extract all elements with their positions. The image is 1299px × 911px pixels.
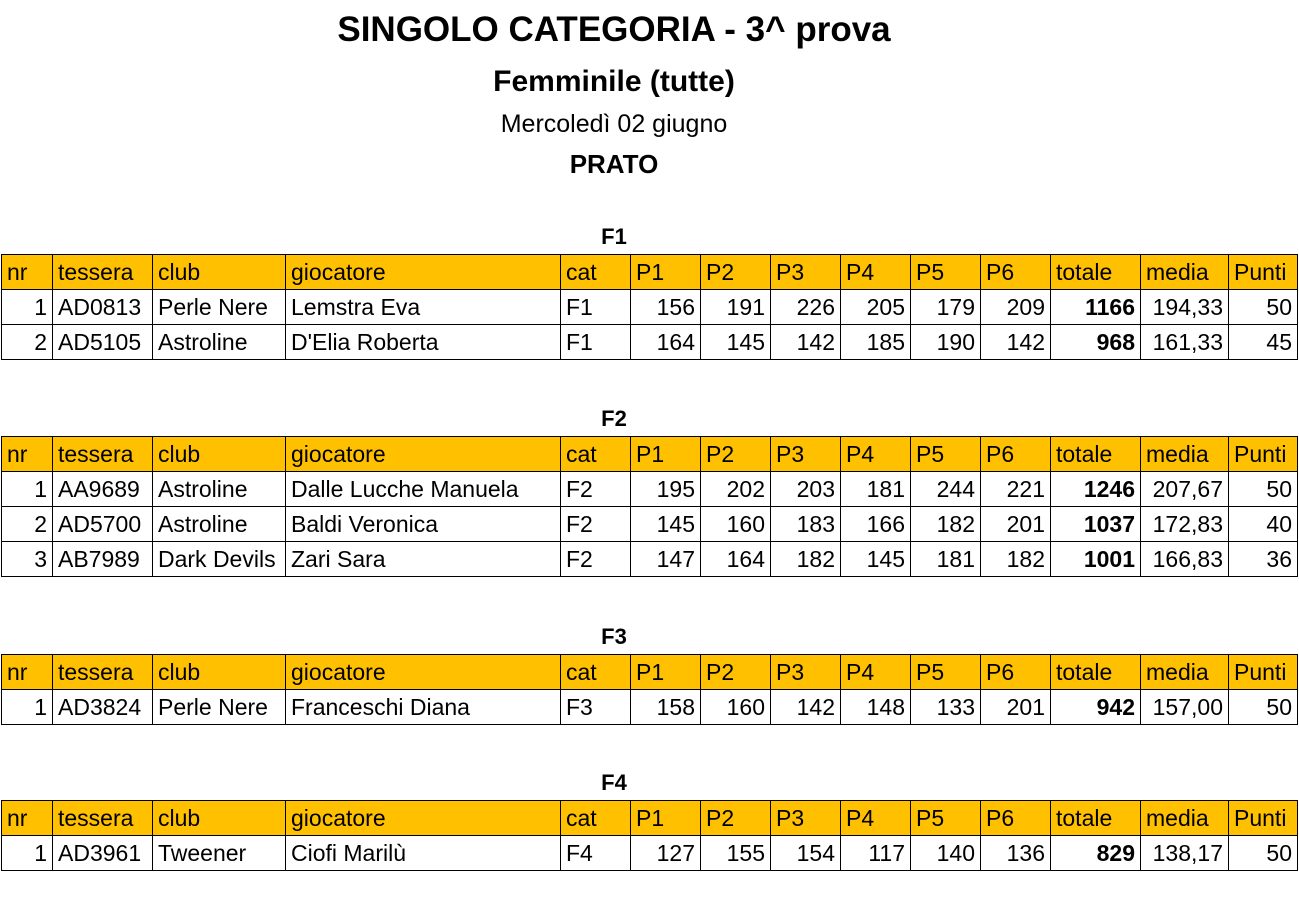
column-header-totale: totale (1051, 255, 1141, 290)
table-row (2, 836, 1298, 871)
results-table-f3 (1, 654, 1298, 725)
cell-cat: F3 (561, 690, 631, 725)
cell-punti: 50 (1229, 472, 1298, 507)
cell-p4: 166 (841, 507, 911, 542)
column-header-cat: cat (561, 437, 631, 472)
cell-p1: 164 (631, 325, 701, 360)
cell-p2: 202 (701, 472, 771, 507)
cell-nr: 1 (2, 290, 53, 325)
table-row (2, 690, 1298, 725)
cell-totale: 1166 (1051, 290, 1141, 325)
cell-club: Astroline (153, 472, 286, 507)
cell-media: 166,83 (1141, 542, 1229, 577)
cell-giocatore: Lemstra Eva (286, 290, 561, 325)
cell-p6: 201 (981, 507, 1051, 542)
section-title-f1: F1 (601, 224, 627, 249)
cell-cat: F2 (561, 472, 631, 507)
column-header-p1: P1 (631, 437, 701, 472)
column-header-punti: Punti (1229, 255, 1298, 290)
cell-p2: 145 (701, 325, 771, 360)
column-header-nr: nr (2, 437, 53, 472)
column-header-p3: P3 (771, 437, 841, 472)
cell-giocatore: Franceschi Diana (286, 690, 561, 725)
column-header-p5: P5 (911, 655, 981, 690)
cell-p2: 164 (701, 542, 771, 577)
cell-tessera: AD3961 (53, 836, 153, 871)
column-header-p6: P6 (981, 801, 1051, 836)
section-title-f3: F3 (601, 624, 627, 649)
cell-p2: 160 (701, 507, 771, 542)
cell-p3: 226 (771, 290, 841, 325)
cell-punti: 45 (1229, 325, 1298, 360)
column-header-p1: P1 (631, 655, 701, 690)
column-header-p5: P5 (911, 437, 981, 472)
column-header-giocatore: giocatore (286, 255, 561, 290)
cell-media: 138,17 (1141, 836, 1229, 871)
column-header-club: club (153, 437, 286, 472)
column-header-p3: P3 (771, 255, 841, 290)
cell-club: Tweener (153, 836, 286, 871)
table-header-row (2, 801, 1298, 836)
cell-p1: 127 (631, 836, 701, 871)
column-header-totale: totale (1051, 437, 1141, 472)
column-header-club: club (153, 801, 286, 836)
cell-totale: 1246 (1051, 472, 1141, 507)
cell-media: 207,67 (1141, 472, 1229, 507)
cell-cat: F1 (561, 290, 631, 325)
column-header-giocatore: giocatore (286, 655, 561, 690)
cell-giocatore: Baldi Veronica (286, 507, 561, 542)
cell-tessera: AD3824 (53, 690, 153, 725)
cell-p2: 160 (701, 690, 771, 725)
column-header-p6: P6 (981, 255, 1051, 290)
cell-punti: 50 (1229, 690, 1298, 725)
cell-cat: F4 (561, 836, 631, 871)
cell-p3: 182 (771, 542, 841, 577)
column-header-p6: P6 (981, 655, 1051, 690)
cell-p2: 191 (701, 290, 771, 325)
column-header-nr: nr (2, 655, 53, 690)
column-header-p4: P4 (841, 255, 911, 290)
cell-p5: 181 (911, 542, 981, 577)
column-header-tessera: tessera (53, 801, 153, 836)
column-header-club: club (153, 255, 286, 290)
cell-p5: 182 (911, 507, 981, 542)
cell-p3: 142 (771, 325, 841, 360)
cell-club: Perle Nere (153, 690, 286, 725)
column-header-p4: P4 (841, 437, 911, 472)
cell-club: Astroline (153, 325, 286, 360)
column-header-giocatore: giocatore (286, 801, 561, 836)
cell-p1: 147 (631, 542, 701, 577)
column-header-punti: Punti (1229, 437, 1298, 472)
cell-tessera: AB7989 (53, 542, 153, 577)
cell-tessera: AD5105 (53, 325, 153, 360)
column-header-tessera: tessera (53, 255, 153, 290)
event-place: PRATO (569, 149, 659, 179)
section-title-f4: F4 (601, 770, 627, 795)
cell-p1: 158 (631, 690, 701, 725)
cell-media: 172,83 (1141, 507, 1229, 542)
cell-club: Perle Nere (153, 290, 286, 325)
cell-p5: 190 (911, 325, 981, 360)
page-title: SINGOLO CATEGORIA - 3^ prova (337, 10, 891, 49)
column-header-club: club (153, 655, 286, 690)
section-title-f2: F2 (601, 406, 627, 431)
column-header-media: media (1141, 255, 1229, 290)
cell-p5: 179 (911, 290, 981, 325)
cell-p3: 203 (771, 472, 841, 507)
cell-tessera: AD5700 (53, 507, 153, 542)
column-header-p5: P5 (911, 255, 981, 290)
cell-p1: 145 (631, 507, 701, 542)
cell-punti: 50 (1229, 836, 1298, 871)
page-subtitle: Femminile (tutte) (493, 65, 735, 98)
table-row (2, 542, 1298, 577)
cell-p4: 185 (841, 325, 911, 360)
cell-nr: 2 (2, 325, 53, 360)
cell-p6: 136 (981, 836, 1051, 871)
column-header-p3: P3 (771, 801, 841, 836)
column-header-p3: P3 (771, 655, 841, 690)
cell-totale: 942 (1051, 690, 1141, 725)
cell-giocatore: Ciofi Marilù (286, 836, 561, 871)
cell-giocatore: Zari Sara (286, 542, 561, 577)
cell-punti: 50 (1229, 290, 1298, 325)
column-header-p2: P2 (701, 437, 771, 472)
column-header-p1: P1 (631, 255, 701, 290)
results-table-f4 (1, 800, 1298, 871)
cell-p1: 156 (631, 290, 701, 325)
cell-totale: 1001 (1051, 542, 1141, 577)
column-header-p5: P5 (911, 801, 981, 836)
cell-p6: 209 (981, 290, 1051, 325)
cell-nr: 1 (2, 690, 53, 725)
cell-p5: 244 (911, 472, 981, 507)
cell-p6: 182 (981, 542, 1051, 577)
cell-nr: 1 (2, 836, 53, 871)
column-header-nr: nr (2, 255, 53, 290)
cell-nr: 3 (2, 542, 53, 577)
cell-p5: 140 (911, 836, 981, 871)
cell-nr: 2 (2, 507, 53, 542)
column-header-p2: P2 (701, 801, 771, 836)
cell-p2: 155 (701, 836, 771, 871)
results-table-f1 (1, 254, 1298, 360)
column-header-totale: totale (1051, 655, 1141, 690)
cell-p6: 201 (981, 690, 1051, 725)
cell-giocatore: Dalle Lucche Manuela (286, 472, 561, 507)
table-header-row (2, 655, 1298, 690)
cell-cat: F2 (561, 507, 631, 542)
cell-punti: 36 (1229, 542, 1298, 577)
cell-p3: 142 (771, 690, 841, 725)
cell-giocatore: D'Elia Roberta (286, 325, 561, 360)
table-row (2, 325, 1298, 360)
cell-p5: 133 (911, 690, 981, 725)
table-row (2, 472, 1298, 507)
cell-tessera: AD0813 (53, 290, 153, 325)
event-date: Mercoledì 02 giugno (500, 110, 728, 138)
column-header-punti: Punti (1229, 655, 1298, 690)
column-header-media: media (1141, 437, 1229, 472)
cell-media: 161,33 (1141, 325, 1229, 360)
column-header-cat: cat (561, 801, 631, 836)
column-header-tessera: tessera (53, 437, 153, 472)
table-header-row (2, 255, 1298, 290)
cell-cat: F1 (561, 325, 631, 360)
table-row (2, 290, 1298, 325)
cell-totale: 968 (1051, 325, 1141, 360)
cell-totale: 829 (1051, 836, 1141, 871)
column-header-p2: P2 (701, 655, 771, 690)
results-table-f2 (1, 436, 1298, 577)
cell-media: 157,00 (1141, 690, 1229, 725)
column-header-nr: nr (2, 801, 53, 836)
table-row (2, 507, 1298, 542)
column-header-p6: P6 (981, 437, 1051, 472)
table-header-row (2, 437, 1298, 472)
cell-club: Astroline (153, 507, 286, 542)
column-header-p2: P2 (701, 255, 771, 290)
cell-p6: 142 (981, 325, 1051, 360)
cell-cat: F2 (561, 542, 631, 577)
cell-p3: 154 (771, 836, 841, 871)
cell-p1: 195 (631, 472, 701, 507)
cell-p4: 148 (841, 690, 911, 725)
column-header-media: media (1141, 655, 1229, 690)
column-header-cat: cat (561, 655, 631, 690)
cell-punti: 40 (1229, 507, 1298, 542)
cell-media: 194,33 (1141, 290, 1229, 325)
column-header-cat: cat (561, 255, 631, 290)
column-header-media: media (1141, 801, 1229, 836)
column-header-giocatore: giocatore (286, 437, 561, 472)
column-header-punti: Punti (1229, 801, 1298, 836)
column-header-totale: totale (1051, 801, 1141, 836)
column-header-p4: P4 (841, 655, 911, 690)
cell-tessera: AA9689 (53, 472, 153, 507)
column-header-tessera: tessera (53, 655, 153, 690)
cell-p4: 117 (841, 836, 911, 871)
column-header-p4: P4 (841, 801, 911, 836)
cell-p4: 145 (841, 542, 911, 577)
cell-nr: 1 (2, 472, 53, 507)
cell-p4: 181 (841, 472, 911, 507)
cell-p4: 205 (841, 290, 911, 325)
cell-p6: 221 (981, 472, 1051, 507)
cell-p3: 183 (771, 507, 841, 542)
cell-totale: 1037 (1051, 507, 1141, 542)
cell-club: Dark Devils (153, 542, 286, 577)
column-header-p1: P1 (631, 801, 701, 836)
